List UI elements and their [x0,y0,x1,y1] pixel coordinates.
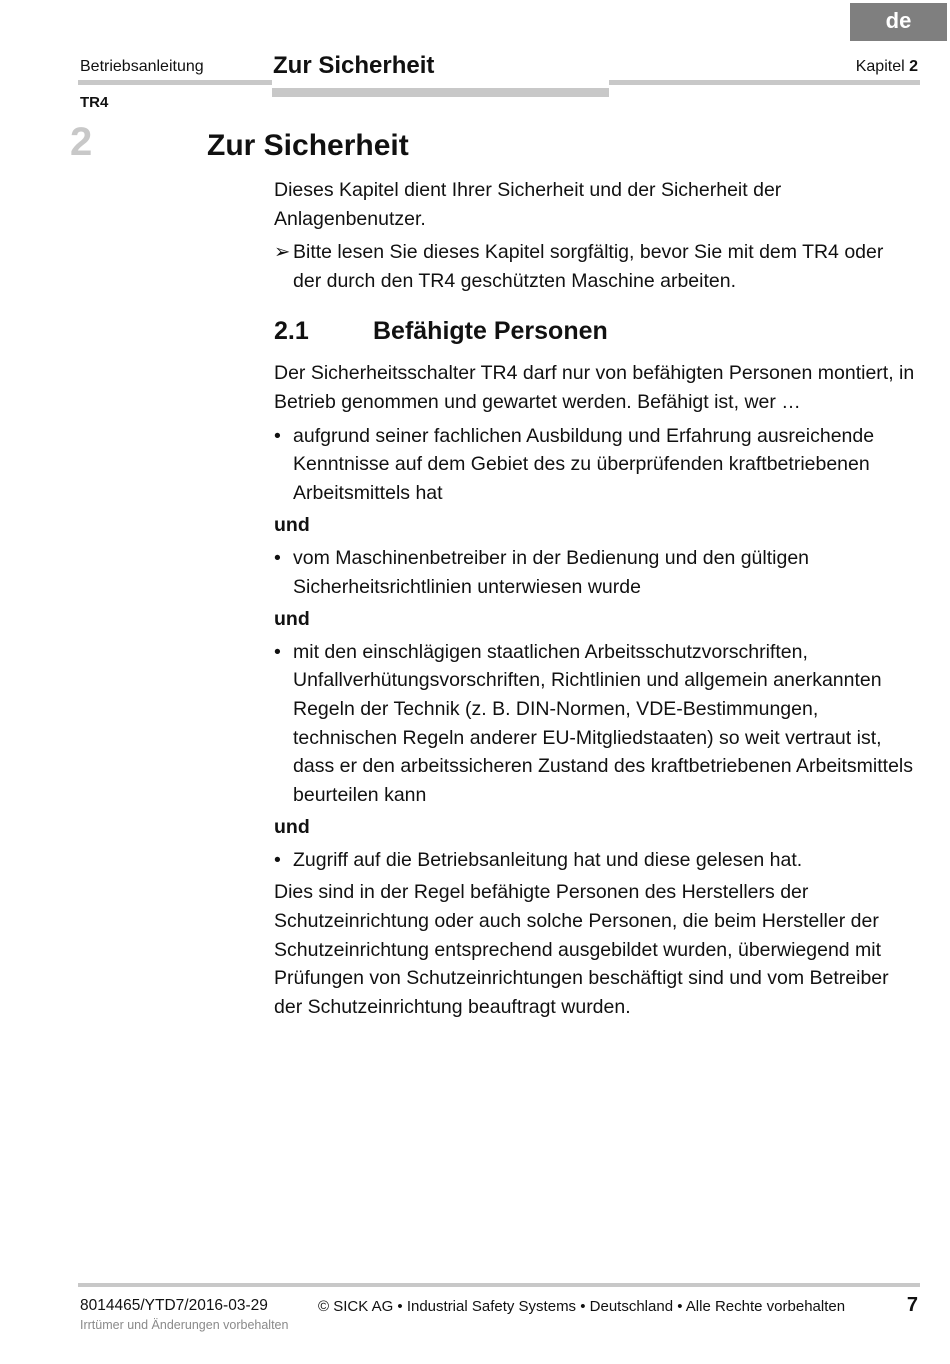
header-product: TR4 [80,94,109,111]
list-item [274,638,916,810]
section-number: 2.1 [274,317,309,346]
list-item [274,544,916,601]
header-chapter-label: Kapitel [855,58,905,75]
connector-und: und [274,514,310,537]
connector-und: und [274,608,310,631]
bullet-icon: • [274,546,281,569]
list-item [274,422,916,508]
section-closing: Dies sind in der Regel befähigte Personen des Herstellers der Schutzeinrichtung oder auch solche Personen, die beim Hersteller der Schutzeinrichtung entsprechend ausgebildet wurden, überwiegend mit Prüfungen von Schutzeinrichtungen beschäftigt sind und vom Betreiber der Schutzeinrichtung beauftragt wurden. [274,881,889,1018]
chapter-intro: Dieses Kapitel dient Ihrer Sicherheit und der Sicherheit der Anlagenbenutzer. [274,179,782,230]
bullet-icon: • [274,640,281,663]
list-item-text: vom Maschinenbetreiber in der Bedienung und den gültigen Sicherheitsrichtlinien unterwiesen wurde [293,546,810,598]
main-content [274,176,916,1021]
footer-copyright: © SICK AG • Industrial Safety Systems • Deutschland • Alle Rechte vorbehalten [318,1298,846,1315]
footer-page-number: 7 [906,1294,918,1316]
header-rule-left [78,80,272,85]
list-item-text: Zugriff auf die Betriebsanleitung hat und diese gelesen hat. [293,848,803,871]
header-doc-type: Betriebsanleitung [80,58,204,75]
bullet-icon: • [274,424,281,447]
list-item [274,846,916,875]
chapter-title: Zur Sicherheit [207,129,409,162]
instruction-item [274,238,916,295]
header-chapter [856,58,918,76]
arrow-right-icon: ➢ [274,241,291,264]
connector-und: und [274,816,310,839]
footer-disclaimer: Irrtümer und Änderungen vorbehalten [80,1318,289,1332]
chapter-number: 2 [70,120,93,164]
list-item-text: aufgrund seiner fachlichen Ausbildung und Erfahrung ausreichende Kenntnisse auf dem Gebiet des zu überprüfenden kraftbetriebenen Arbeitsmittels hat [293,424,875,504]
instruction-text: Bitte lesen Sie dieses Kapitel sorgfältig, bevor Sie mit dem TR4 oder der durch den TR4 geschützten Maschine arbeiten. [293,241,884,292]
header-chapter-number: 2 [909,58,918,75]
list-item-text: mit den einschlägigen staatlichen Arbeitsschutzvorschriften, Unfallverhütungsvorschriften, Richtlinien und allgemein anerkannten Regeln der Technik (z. B. DIN-Normen, VDE-Bestimmungen, technischen Regeln anderer EU-Mitgliedstaaten) so weit vertraut ist, dass er den arbeitssicheren Zustand des kraftbetriebenen Arbeitsmittels beurteilen kann [293,640,914,806]
header-rule-right [609,80,920,85]
section-heading [274,311,916,351]
footer-doc-id: 8014465/YTD7/2016-03-29 [80,1297,268,1314]
section-title: Befähigte Personen [373,317,608,346]
header-running-title: Zur Sicherheit [273,52,435,79]
bullet-icon: • [274,848,281,871]
section-lead: Der Sicherheitsschalter TR4 darf nur von befähigten Personen montiert, in Betrieb genommen und gewartet werden. Befähigt ist, wer … [274,362,915,413]
footer-rule [78,1283,920,1287]
header-rule-middle [272,88,609,97]
language-tab: de [850,3,947,41]
